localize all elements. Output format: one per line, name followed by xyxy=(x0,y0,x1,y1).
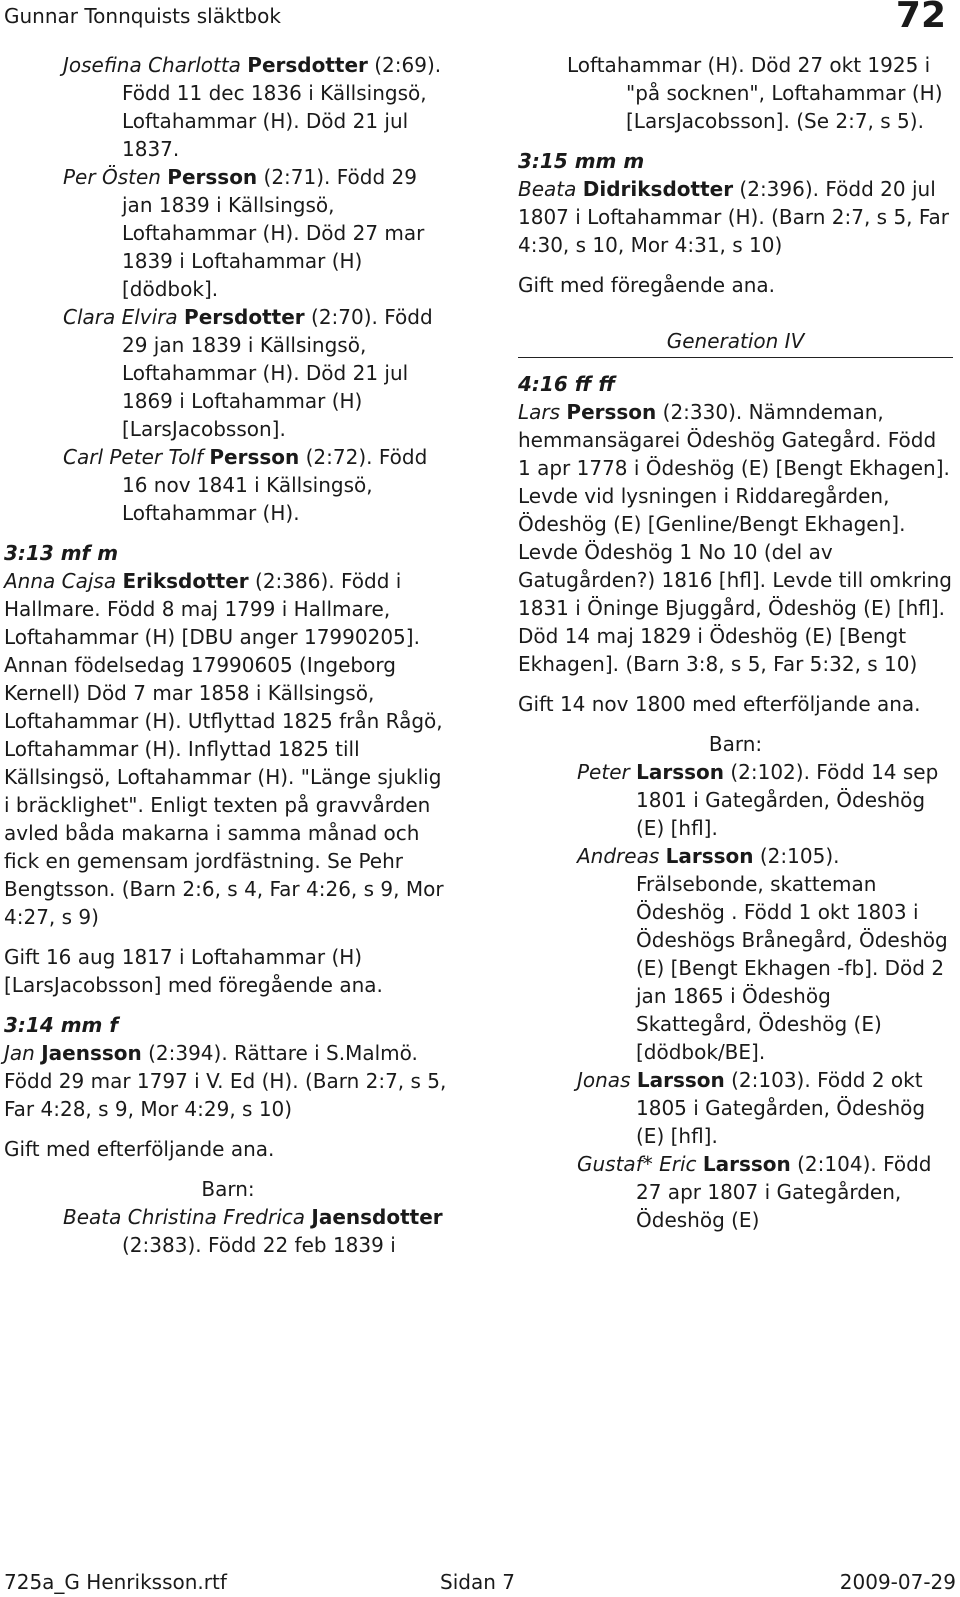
right-column xyxy=(518,51,953,1234)
person-entry-3-15: Beata Didriksdotter (2:396). Född 20 jul 1807 i Loftahammar (H). (Barn 2:7, s 5, Far 4:30, s 10, Mor 4:31, s 10) xyxy=(518,177,950,257)
child-entry: Carl Peter Tolf Persson (2:72). Född 16 nov 1841 i Källsingsö, Loftahammar (H). xyxy=(63,445,428,525)
footer-date: 2009-07-29 xyxy=(839,1570,956,1594)
child-entry: Josefina Charlotta Persdotter (2:69). Född 11 dec 1836 i Källsingsö, Loftahammar (H). Död 21 jul 1837. xyxy=(63,53,442,161)
section-heading-3-15: 3:15 mm m xyxy=(518,149,645,173)
child-entry: Jonas Larsson (2:103). Född 2 okt 1805 i Gategården, Ödeshög (E) [hfl]. xyxy=(577,1068,926,1148)
marriage-3-14: Gift med efterföljande ana. xyxy=(4,1137,275,1161)
section-heading-3-14: 3:14 mm f xyxy=(4,1013,119,1037)
footer-page: Sidan 7 xyxy=(440,1570,515,1594)
generation-heading: Generation IV xyxy=(518,327,953,358)
marriage-3-15: Gift med föregående ana. xyxy=(518,273,775,297)
person-entry-4-16: Lars Persson (2:330). Nämndeman, hemmansägarei Ödeshög Gategård. Född 1 apr 1778 i Ödeshög (E) [Bengt Ekhagen]. Levde vid lysningen i Riddaregården, Ödeshög (E) [Genline/Bengt Ekhagen]. Levde Ödeshög 1 No 10 (del av Gatugården?) 1816 [hfl]. Levde till omkring 1831 i Öninge Bjuggård, Ödeshög (E) [hfl]. Död 14 maj 1829 i Ödeshög (E) [Bengt Ekhagen]. (Barn 3:8, s 5, Far 5:32, s 10) xyxy=(518,400,953,676)
person-entry-3-14: Jan Jaensson (2:394). Rättare i S.Malmö. Född 29 mar 1797 i V. Ed (H). (Barn 2:7, s 5, Far 4:28, s 9, Mor 4:29, s 10) xyxy=(4,1041,447,1121)
children-label: Barn: xyxy=(201,1177,255,1201)
marriage-3-13: Gift 16 aug 1817 i Loftahammar (H) [LarsJacobsson] med föregående ana. xyxy=(4,945,383,997)
footer-filename: 725a_G Henriksson.rtf xyxy=(4,1570,227,1594)
child-entry: Clara Elvira Persdotter (2:70). Född 29 jan 1839 i Källsingsö, Loftahammar (H). Död 21 jul 1869 i Loftahammar (H) [LarsJacobsson]. xyxy=(63,305,433,441)
children-label: Barn: xyxy=(708,732,763,756)
child-entry: Andreas Larsson (2:105). Frälsebonde, skatteman Ödeshög . Född 1 okt 1803 i Ödeshögs Brånegård, Ödeshög (E) [Bengt Ekhagen -fb]. Död 2 jan 1865 i Ödeshög Skattegård, Ödeshög (E) [dödbok/BE]. xyxy=(577,844,948,1064)
child-entry-cont: Loftahammar (H). Död 27 okt 1925 i "på socknen", Loftahammar (H) [LarsJacobsson]. (Se 2:7, s 5). xyxy=(567,53,943,133)
header-title: Gunnar Tonnquists släktbok xyxy=(4,4,281,28)
child-entry: Per Östen Persson (2:71). Född 29 jan 1839 i Källsingsö, Loftahammar (H). Död 27 mar 1839 i Loftahammar (H) [dödbok]. xyxy=(63,165,425,301)
child-entry: Peter Larsson (2:102). Född 14 sep 1801 i Gategården, Ödeshög (E) [hfl]. xyxy=(577,760,939,840)
child-entry: Beata Christina Fredrica Jaensdotter (2:383). Född 22 feb 1839 i xyxy=(63,1205,443,1257)
child-entry: Gustaf* Eric Larsson (2:104). Född 27 apr 1807 i Gategården, Ödeshög (E) xyxy=(577,1152,932,1232)
left-column xyxy=(4,51,452,1259)
section-heading-4-16: 4:16 ff ff xyxy=(518,372,615,396)
section-heading-3-13: 3:13 mf m xyxy=(4,541,119,565)
marriage-4-16: Gift 14 nov 1800 med efterföljande ana. xyxy=(518,692,921,716)
person-entry-3-13: Anna Cajsa Eriksdotter (2:386). Född i Hallmare. Född 8 maj 1799 i Hallmare, Loftahammar (H) [DBU anger 17990205]. Annan födelsedag 17990605 (Ingeborg Kernell) Död 7 mar 1858 i Källsingsö, Loftahammar (H). Utflyttad 1825 från Rågö, Loftahammar (H). Inflyttad 1825 till Källsingsö, Loftahammar (H). "Länge sjuklig i bräcklighet". Enligt texten på gravvården avled båda makarna i samma månad och fick en gemensam jordfästning. Se Pehr Bengtsson. (Barn 2:6, s 4, Far 4:26, s 9, Mor 4:27, s 9) xyxy=(4,569,444,929)
page-number: 72 xyxy=(895,0,946,36)
